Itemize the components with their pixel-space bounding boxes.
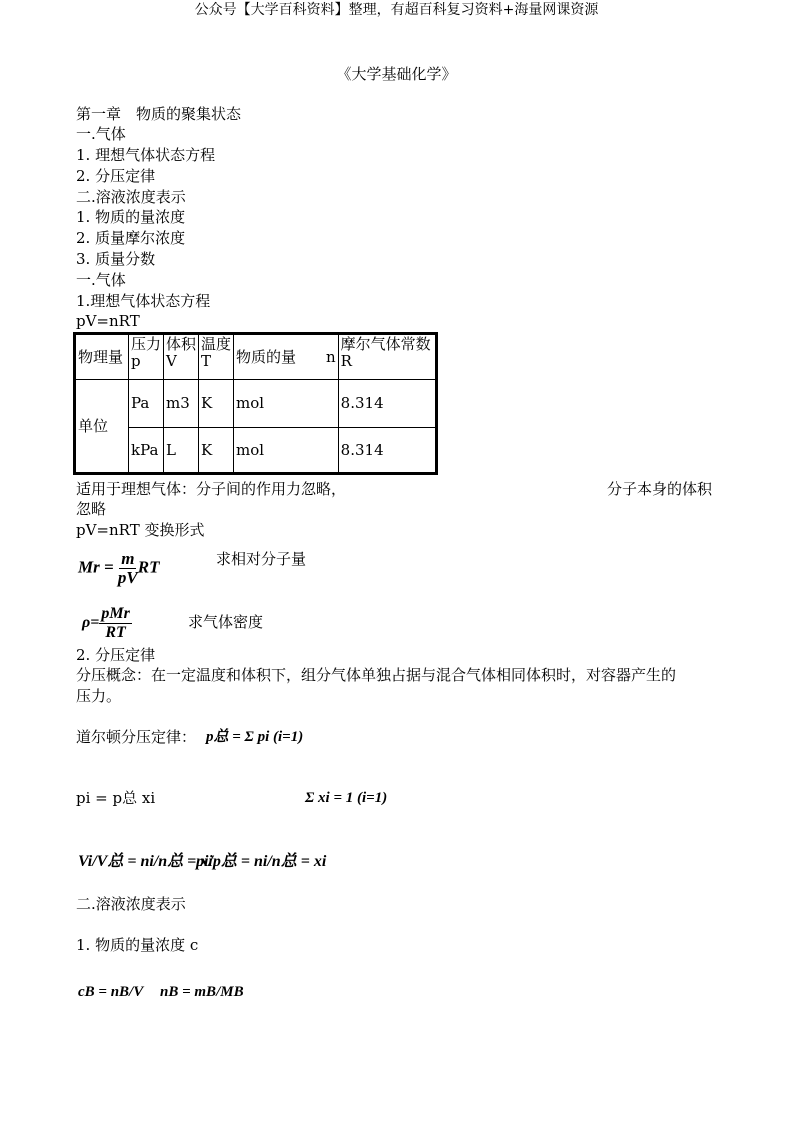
formula-ratio-volume: Vi/V总 = ni/n总 = xi <box>78 853 213 870</box>
outline-line: 第一章 物质的聚集状态 <box>76 105 242 123</box>
formula-cb: cB = nB/V <box>78 984 144 1000</box>
table-cell: 8.314 <box>338 380 436 428</box>
table-header: 物质的量 n <box>234 334 339 380</box>
table-header: 体积V <box>164 334 199 380</box>
table-cell: Pa <box>129 380 164 428</box>
table-cell: L <box>164 428 199 474</box>
section-heading: 1. 物质的量浓度 c <box>76 936 199 954</box>
outline-line: 1. 物质的量浓度 <box>76 208 186 226</box>
doc-title: 《大学基础化学》 <box>336 65 457 83</box>
units-table <box>73 332 438 475</box>
page-header: 公众号【大学百科资料】整理，有超百科复习资料+海量网课资源 <box>194 2 599 18</box>
table-cell: K <box>199 380 234 428</box>
table-header: 压力p <box>129 334 164 380</box>
note-text: 分子本身的体积 <box>607 480 713 498</box>
formula-part: RT <box>105 624 126 641</box>
outline-line: pV=nRT <box>76 312 140 330</box>
note-text: 适用于理想气体：分子间的作用力忽略， <box>76 480 347 498</box>
dalton-label: 道尔顿分压定律： <box>76 728 197 746</box>
paragraph: 分压概念：在一定温度和体积下，组分气体单独占据与混合气体相同体积时，对容器产生的 <box>76 666 677 684</box>
outline-line: 3. 质量分数 <box>76 250 156 268</box>
outline-line: 一.气体 <box>76 271 126 289</box>
outline-line: 二.溶液浓度表示 <box>76 188 186 206</box>
table-header: 物理量 <box>75 334 129 380</box>
note-text: 忽略 <box>76 500 107 518</box>
formula-part: pV <box>117 568 138 587</box>
formula-rho <box>82 605 132 642</box>
note-text: pV=nRT 变换形式 <box>76 521 205 539</box>
outline-line: 一.气体 <box>76 125 126 143</box>
formula-part: ρ= <box>82 614 100 632</box>
formula-sumx: Σ xi = 1 (i=1) <box>305 790 388 806</box>
formula-part: RT <box>137 557 160 577</box>
formula-part: m <box>121 549 135 568</box>
outline-line: 1.理想气体状态方程 <box>76 292 211 310</box>
formula-dalton: p总 = Σ pi (i=1) <box>206 729 304 745</box>
table-cell: K <box>199 428 234 474</box>
paragraph: 压力。 <box>76 687 122 705</box>
table-cell: mol <box>234 380 339 428</box>
table-cell: mol <box>234 428 339 474</box>
formula-desc: 求相对分子量 <box>216 550 307 568</box>
formula-part: pMr <box>101 605 130 622</box>
table-cell: kPa <box>129 428 164 474</box>
outline-line: 2. 质量摩尔浓度 <box>76 229 186 247</box>
formula-nb: nB = mB/MB <box>160 984 244 1000</box>
formula-pi: pi = p总 xi <box>76 789 156 807</box>
section-heading: 二.溶液浓度表示 <box>76 895 186 913</box>
outline-line: 1. 理想气体状态方程 <box>76 146 216 164</box>
table-cell: m3 <box>164 380 199 428</box>
section-heading: 2. 分压定律 <box>76 646 156 664</box>
table-header: 温度T <box>199 334 234 380</box>
formula-mr <box>78 550 160 587</box>
formula-ratio-pressure: pi/p总 = ni/n总 = xi <box>196 853 327 870</box>
table-row-label: 单位 <box>75 380 129 474</box>
table-cell: 8.314 <box>338 428 436 474</box>
table-header: 摩尔气体常数R <box>338 334 436 380</box>
formula-part: Mr = <box>78 557 114 577</box>
formula-desc: 求气体密度 <box>188 613 264 631</box>
outline-line: 2. 分压定律 <box>76 167 156 185</box>
